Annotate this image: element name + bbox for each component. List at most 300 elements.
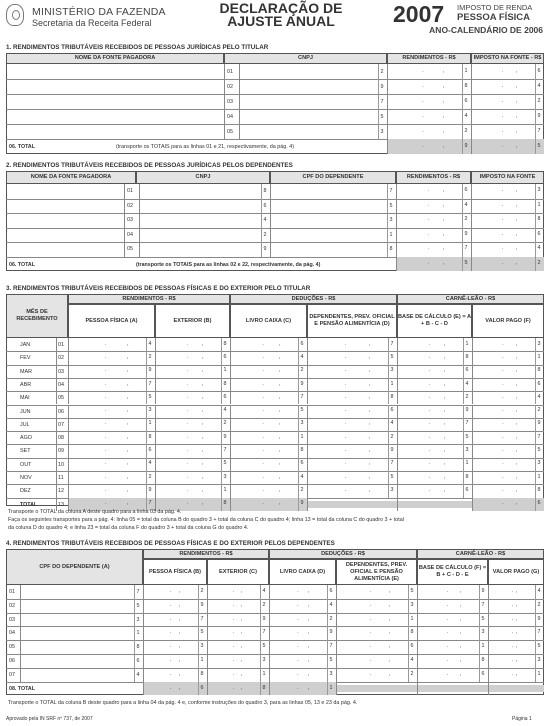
s2-col-rend: RENDIMENTOS - R$: [396, 171, 471, 184]
s3-total-cell-field[interactable]: [472, 498, 544, 511]
s3-cell-field[interactable]: [397, 405, 472, 418]
s3-cell-field[interactable]: [155, 338, 230, 351]
s3-cell-field[interactable]: [230, 484, 307, 497]
s3-cell-field[interactable]: [307, 338, 397, 351]
s1-rend-field[interactable]: [387, 124, 471, 139]
s4-cpf-check-digit: 5: [136, 602, 140, 609]
s2-fonte-field[interactable]: [6, 228, 124, 243]
s3-cell-field[interactable]: [155, 378, 230, 391]
s3-cell-thousand-separator: .: [428, 380, 430, 387]
s3-cell-field[interactable]: [230, 444, 307, 457]
s4-cell-field[interactable]: [269, 613, 336, 627]
s3-cell-check-digit: 4: [300, 473, 304, 480]
s3-total-cell-comma-separator: ,: [516, 500, 518, 507]
s1-rend-field[interactable]: [387, 79, 471, 94]
s2-col-fonte: NOME DA FONTE PAGADORA: [6, 171, 136, 184]
s4-cell-thousand-separator: .: [370, 629, 372, 636]
s3-cell-field[interactable]: [472, 365, 544, 378]
s2-imp-field[interactable]: [471, 242, 544, 257]
s3-month-label: NOV: [20, 475, 32, 481]
s1-cnpj-field[interactable]: [239, 124, 387, 139]
s1-fonte-field[interactable]: [6, 94, 224, 109]
s2-rend-field[interactable]: [396, 213, 471, 228]
s3-cell-field[interactable]: [155, 365, 230, 378]
s2-vline: [124, 199, 125, 214]
s3-cell-comma-separator: ,: [127, 393, 129, 400]
s1-fonte-field[interactable]: [6, 109, 224, 124]
s3-cell-thousand-separator: .: [104, 460, 107, 467]
s3-cell-comma-separator: ,: [369, 367, 371, 374]
approval-note: Aprovado pela IN SRF nº 737, de 2007: [6, 716, 93, 722]
s4-cell-comma-separator: ,: [460, 615, 462, 622]
s3-cell-field[interactable]: [397, 471, 472, 484]
s1-vline: [224, 124, 225, 139]
s3-cell-thousand-separator: .: [428, 393, 430, 400]
s4-total-cell-field[interactable]: [269, 682, 336, 696]
s4-cell-thousand-separator: .: [511, 670, 514, 677]
s3-total-cell-field[interactable]: [230, 498, 307, 511]
s2-imp-field[interactable]: [471, 184, 544, 199]
s2-cpf-field[interactable]: [270, 242, 396, 257]
s3-cell-field[interactable]: [397, 365, 472, 378]
s3-vline: [56, 418, 57, 431]
s3-cell-field[interactable]: [397, 391, 472, 404]
s4-cell-comma-separator: ,: [308, 643, 310, 650]
s4-cell-thousand-separator: .: [169, 587, 172, 594]
s3-cell-field[interactable]: [230, 351, 307, 364]
s2-cpf-field[interactable]: [270, 184, 396, 199]
s4-total-cell-comma-separator: ,: [179, 684, 181, 691]
s2-cpf-check-digit: 3: [389, 217, 393, 223]
s4-cell-field[interactable]: [269, 640, 336, 654]
s2-fonte-field[interactable]: [6, 213, 124, 228]
s3-cell-field[interactable]: [397, 458, 472, 471]
s3-cell-field[interactable]: [230, 471, 307, 484]
s4-cell-comma-separator: ,: [389, 587, 391, 594]
s3-cell-comma-separator: ,: [444, 420, 446, 427]
s2-cnpj-field[interactable]: [139, 242, 270, 257]
s4-cell-field[interactable]: [336, 613, 417, 627]
s3-cell-thousand-separator: .: [104, 486, 107, 493]
s2-total-imp-field[interactable]: [471, 257, 544, 272]
s4-cell-check-digit: 7: [262, 629, 266, 636]
s4-cpf-field[interactable]: [20, 585, 143, 599]
s1-total-imp-check-digit: 5: [537, 142, 541, 149]
s3-total-hatch: [308, 501, 397, 508]
s3-cell-field[interactable]: [472, 391, 544, 404]
s1-row-number: 05: [227, 129, 233, 135]
s3-cell-thousand-separator: .: [104, 473, 107, 480]
s3-cell-check-digit: 6: [223, 393, 227, 400]
s4-cell-thousand-separator: .: [169, 601, 172, 608]
s3-cell-comma-separator: ,: [202, 486, 204, 493]
s4-cell-field[interactable]: [417, 668, 488, 682]
s2-imp-field[interactable]: [471, 199, 544, 214]
s4-cell-check-digit: 2: [329, 615, 333, 622]
s3-cell-comma-separator: ,: [202, 420, 204, 427]
s3-cell-field[interactable]: [307, 484, 397, 497]
s3-cell-comma-separator: ,: [516, 486, 518, 493]
s3-cell-check-digit: 7: [390, 340, 394, 347]
s3-cell-field[interactable]: [155, 418, 230, 431]
s3-cell-field[interactable]: [230, 458, 307, 471]
s1-total-rend-check-digit: 9: [464, 142, 468, 149]
s3-row-number: 10: [58, 461, 64, 468]
s4-cell-field[interactable]: [269, 668, 336, 682]
s2-cnpj-field[interactable]: [139, 184, 270, 199]
s1-total-rend-field[interactable]: [387, 139, 471, 154]
s3-cell-field[interactable]: [68, 471, 155, 484]
s4-cell-comma-separator: ,: [460, 629, 462, 636]
s3-cell-field[interactable]: [155, 458, 230, 471]
s4-cpf-field[interactable]: [20, 599, 143, 613]
s3-cell-field[interactable]: [155, 405, 230, 418]
s4-cell-thousand-separator: .: [446, 587, 449, 594]
s2-cnpj-check-digit: 9: [263, 246, 267, 252]
s3-cell-field[interactable]: [230, 405, 307, 418]
s2-fonte-field[interactable]: [6, 184, 124, 199]
s2-vline: [124, 242, 125, 257]
s4-row-number: 07: [9, 671, 15, 678]
s4-cell-check-digit: 5: [262, 643, 266, 650]
s3-cell-field[interactable]: [155, 351, 230, 364]
s4-cell-field[interactable]: [417, 640, 488, 654]
s3-cell-thousand-separator: .: [502, 486, 504, 493]
s3-cell-field[interactable]: [68, 338, 155, 351]
s4-cell-comma-separator: ,: [179, 629, 181, 636]
s4-cell-field[interactable]: [336, 585, 417, 599]
s1-rend-thousand-separator: .: [422, 112, 424, 119]
s3-cell-comma-separator: ,: [127, 367, 129, 374]
s1-cnpj-field[interactable]: [239, 94, 387, 109]
s3-cell-field[interactable]: [155, 431, 230, 444]
s2-imp-comma-separator: ,: [516, 187, 518, 194]
s3-cell-thousand-separator: .: [502, 367, 504, 374]
s3-cell-field[interactable]: [397, 431, 472, 444]
s2-cnpj-field[interactable]: [139, 213, 270, 228]
s3-cell-field[interactable]: [472, 458, 544, 471]
s4-cell-comma-separator: ,: [179, 587, 181, 594]
s3-cell-thousand-separator: .: [104, 380, 107, 387]
s3-cell-field[interactable]: [230, 338, 307, 351]
s4-cell-thousand-separator: .: [169, 615, 172, 622]
s4-cell-comma-separator: ,: [241, 670, 243, 677]
s3-cell-check-digit: 8: [223, 340, 227, 347]
s3-cell-field[interactable]: [155, 484, 230, 497]
s1-imp-field[interactable]: [471, 109, 544, 124]
s3-cell-comma-separator: ,: [202, 460, 204, 467]
section-2-title: 2. RENDIMENTOS TRIBUTÁVEIS RECEBIDOS DE PESSOAS JURÍDICAS PELOS DEPENDENTES: [6, 162, 293, 169]
s3-cell-field[interactable]: [155, 391, 230, 404]
s4-cell-field[interactable]: [336, 640, 417, 654]
s2-cpf-field[interactable]: [270, 213, 396, 228]
s3-cell-thousand-separator: .: [344, 393, 347, 400]
s3-month-label: FEV: [20, 355, 31, 362]
s3-cell-field[interactable]: [230, 378, 307, 391]
s3-cell-field[interactable]: [307, 378, 397, 391]
s4-cell-field[interactable]: [336, 654, 417, 668]
s3-cell-field[interactable]: [472, 405, 544, 418]
s4-cell-check-digit: 8: [200, 670, 204, 677]
s2-rend-field[interactable]: [396, 228, 471, 243]
s3-cell-comma-separator: ,: [127, 473, 129, 480]
s4-cpf-field[interactable]: [20, 613, 143, 627]
s4-cell-check-digit: 3: [481, 629, 485, 636]
s1-cnpj-field[interactable]: [239, 79, 387, 94]
s1-cnpj-check-digit: 2: [380, 69, 384, 75]
s1-rend-thousand-separator: .: [422, 127, 424, 134]
s1-rend-thousand-separator: .: [422, 67, 424, 74]
s3-cell-check-digit: 4: [465, 380, 469, 387]
s3-cell-field[interactable]: [472, 484, 544, 497]
s3-cell-field[interactable]: [307, 405, 397, 418]
s3-vline: [56, 471, 57, 484]
s2-rend-check-digit: 7: [464, 245, 468, 252]
s3-cell-field[interactable]: [472, 338, 544, 351]
s4-cell-field[interactable]: [417, 599, 488, 613]
s1-imp-check-digit: 9: [537, 112, 541, 119]
s2-rend-comma-separator: ,: [443, 216, 445, 223]
s2-fonte-field[interactable]: [6, 242, 124, 257]
s4-cell-comma-separator: ,: [389, 601, 391, 608]
tax-person: PESSOA FÍSICA: [457, 12, 531, 23]
s2-fonte-field[interactable]: [6, 199, 124, 214]
s2-imp-field[interactable]: [471, 228, 544, 243]
s3-cell-field[interactable]: [307, 418, 397, 431]
s3-cell-check-digit: 1: [223, 486, 227, 493]
s4-total-hatch: [418, 685, 488, 693]
s1-rend-check-digit: 2: [464, 127, 468, 134]
s1-rend-field[interactable]: [387, 94, 471, 109]
s4-cell-comma-separator: ,: [389, 643, 391, 650]
s3-cell-field[interactable]: [472, 351, 544, 364]
s4-cell-comma-separator: ,: [308, 656, 310, 663]
s3-cell-comma-separator: ,: [516, 407, 518, 414]
s4-cell-check-digit: 2: [262, 601, 266, 608]
s3-cell-thousand-separator: .: [186, 353, 188, 360]
s1-rend-thousand-separator: .: [422, 97, 424, 104]
s1-rend-comma-separator: ,: [443, 67, 445, 74]
s4-row-number: 03: [9, 616, 15, 623]
s3-cell-field[interactable]: [307, 365, 397, 378]
s4-cpf-field[interactable]: [20, 626, 143, 640]
s4-cell-check-digit: 7: [329, 643, 333, 650]
s3-cell-field[interactable]: [68, 418, 155, 431]
s3-cell-check-digit: 3: [537, 340, 541, 347]
s3-cell-field[interactable]: [397, 338, 472, 351]
s4-col-b: PESSOA FÍSICA (B): [143, 559, 207, 585]
s3-cell-comma-separator: ,: [444, 473, 446, 480]
s4-cell-thousand-separator: .: [297, 670, 299, 677]
s3-cell-field[interactable]: [68, 351, 155, 364]
s3-grp-carne: CARNÊ-LEÃO - R$: [397, 294, 544, 304]
s4-cell-thousand-separator: .: [169, 656, 172, 663]
s3-cell-comma-separator: ,: [369, 473, 371, 480]
section-2-table: [6, 171, 544, 271]
s1-rend-comma-separator: ,: [443, 97, 445, 104]
s3-cell-comma-separator: ,: [516, 420, 518, 427]
s3-vline: [56, 444, 57, 457]
s2-total-rend-field[interactable]: [396, 257, 471, 272]
s2-imp-field[interactable]: [471, 213, 544, 228]
s1-imp-comma-separator: ,: [516, 97, 518, 104]
s4-cell-field[interactable]: [336, 599, 417, 613]
s4-total-cell-comma-separator: ,: [308, 684, 310, 691]
s2-cnpj-field[interactable]: [139, 228, 270, 243]
s1-total-imp-field[interactable]: [471, 139, 544, 154]
s4-cell-field[interactable]: [417, 613, 488, 627]
s4-cell-thousand-separator: .: [297, 643, 299, 650]
s1-imp-field[interactable]: [471, 94, 544, 109]
s4-cell-field[interactable]: [336, 626, 417, 640]
s4-cpf-field[interactable]: [20, 640, 143, 654]
s1-imp-field[interactable]: [471, 79, 544, 94]
s4-row-number: 06: [9, 658, 15, 664]
s4-cell-field[interactable]: [417, 585, 488, 599]
s3-cell-field[interactable]: [230, 431, 307, 444]
s4-grp-ded: DEDUÇÕES - R$: [269, 549, 417, 559]
s3-cell-check-digit: 6: [537, 380, 541, 387]
s3-cell-field[interactable]: [68, 378, 155, 391]
s4-cell-field[interactable]: [269, 626, 336, 640]
s3-cell-check-digit: 9: [465, 407, 469, 414]
s4-cell-comma-separator: ,: [308, 601, 310, 608]
s3-cell-field[interactable]: [68, 391, 155, 404]
s3-cell-field[interactable]: [68, 405, 155, 418]
s1-rend-check-digit: 4: [464, 112, 468, 119]
s3-cell-comma-separator: ,: [279, 380, 281, 387]
form-year: 2007: [393, 1, 445, 27]
s1-fonte-field[interactable]: [6, 79, 224, 94]
s3-cell-field[interactable]: [68, 365, 155, 378]
s4-row-number: 01: [9, 589, 15, 595]
s1-fonte-field[interactable]: [6, 124, 224, 139]
s3-cell-thousand-separator: .: [344, 433, 347, 440]
s3-cell-field[interactable]: [230, 365, 307, 378]
s4-cell-field[interactable]: [336, 668, 417, 682]
s3-cell-field[interactable]: [397, 484, 472, 497]
s4-cell-comma-separator: ,: [516, 615, 518, 622]
s2-rend-field[interactable]: [396, 199, 471, 214]
s3-cell-field[interactable]: [472, 431, 544, 444]
s3-cell-check-digit: 9: [148, 367, 152, 374]
s3-cell-field[interactable]: [307, 351, 397, 364]
s3-cell-thousand-separator: .: [502, 353, 504, 360]
s4-cell-check-digit: 1: [481, 643, 485, 650]
s3-cell-thousand-separator: .: [186, 486, 188, 493]
s1-total-note: (transporte os TOTAIS para as linhas 01 e 21, respectivamente, da pág. 4): [116, 144, 294, 150]
s1-cnpj-field[interactable]: [239, 64, 387, 79]
s3-cell-comma-separator: ,: [444, 367, 446, 374]
s4-cpf-field[interactable]: [20, 654, 143, 668]
s3-cell-field[interactable]: [472, 418, 544, 431]
s4-cell-comma-separator: ,: [308, 670, 310, 677]
s3-cell-field[interactable]: [397, 378, 472, 391]
s3-cell-check-digit: 8: [223, 380, 227, 387]
s1-imp-thousand-separator: .: [501, 97, 504, 104]
s3-cell-comma-separator: ,: [202, 407, 204, 414]
s2-rend-field[interactable]: [396, 242, 471, 257]
s2-imp-comma-separator: ,: [516, 230, 518, 237]
s3-cell-thousand-separator: .: [104, 420, 107, 427]
s3-cell-field[interactable]: [307, 471, 397, 484]
s3-cell-thousand-separator: .: [262, 473, 264, 480]
section-3-title: 3. RENDIMENTOS TRIBUTÁVEIS RECEBIDOS DE PESSOAS FÍSICAS E DO EXTERIOR PELO TITULAR: [6, 285, 311, 292]
s4-cell-check-digit: 5: [481, 615, 485, 622]
s2-rend-check-digit: 4: [464, 201, 468, 208]
s3-cell-field[interactable]: [472, 471, 544, 484]
s3-cell-thousand-separator: .: [502, 393, 504, 400]
s1-rend-field[interactable]: [387, 109, 471, 124]
s3-cell-comma-separator: ,: [279, 367, 281, 374]
s3-cell-field[interactable]: [68, 444, 155, 457]
s4-cell-field[interactable]: [417, 626, 488, 640]
s3-cell-field[interactable]: [307, 458, 397, 471]
s3-cell-field[interactable]: [472, 444, 544, 457]
s3-cell-check-digit: 8: [537, 486, 541, 493]
s1-rend-field[interactable]: [387, 64, 471, 79]
s3-total-cell-thousand-separator: .: [104, 500, 107, 507]
s3-cell-check-digit: 1: [148, 420, 152, 427]
s2-rend-field[interactable]: [396, 184, 471, 199]
s1-imp-thousand-separator: .: [501, 67, 504, 74]
s4-cell-field[interactable]: [269, 654, 336, 668]
s3-cell-field[interactable]: [397, 418, 472, 431]
s3-cell-comma-separator: ,: [516, 473, 518, 480]
s3-cell-thousand-separator: .: [262, 393, 264, 400]
s3-cell-field[interactable]: [472, 378, 544, 391]
s3-cell-thousand-separator: .: [262, 460, 264, 467]
s3-cell-check-digit: 5: [223, 460, 227, 467]
s3-cell-field[interactable]: [397, 351, 472, 364]
s2-imp-comma-separator: ,: [516, 216, 518, 223]
s1-cnpj-field[interactable]: [239, 109, 387, 124]
s4-cell-thousand-separator: .: [169, 670, 172, 677]
s4-cpf-field[interactable]: [20, 668, 143, 682]
s3-cell-field[interactable]: [230, 391, 307, 404]
s3-cell-thousand-separator: .: [344, 460, 347, 467]
s3-cell-check-digit: 5: [148, 393, 152, 400]
s2-rend-thousand-separator: .: [427, 187, 429, 194]
s3-cell-comma-separator: ,: [127, 380, 129, 387]
s4-cell-thousand-separator: .: [370, 643, 372, 650]
s3-total-cell-check-digit: 9: [300, 500, 304, 507]
s2-cpf-field[interactable]: [270, 199, 396, 214]
s2-imp-check-digit: 8: [537, 216, 541, 223]
s3-cell-field[interactable]: [230, 418, 307, 431]
s1-imp-field[interactable]: [471, 64, 544, 79]
s3-cell-field[interactable]: [155, 444, 230, 457]
s3-cell-field[interactable]: [307, 444, 397, 457]
s4-cell-check-digit: 7: [537, 629, 541, 636]
s4-cell-field[interactable]: [269, 585, 336, 599]
s2-cpf-field[interactable]: [270, 228, 396, 243]
s3-cell-field[interactable]: [307, 431, 397, 444]
s2-cnpj-field[interactable]: [139, 199, 270, 214]
ministry-name: MINISTÉRIO DA FAZENDA: [32, 6, 166, 18]
s1-fonte-field[interactable]: [6, 64, 224, 79]
s3-month-label: JAN: [20, 342, 31, 348]
s3-cell-field[interactable]: [68, 458, 155, 471]
s3-cell-field[interactable]: [397, 444, 472, 457]
s3-cell-field[interactable]: [68, 431, 155, 444]
s3-cell-field[interactable]: [155, 471, 230, 484]
s3-cell-field[interactable]: [68, 484, 155, 497]
s1-imp-field[interactable]: [471, 124, 544, 139]
s4-cell-field[interactable]: [417, 654, 488, 668]
s3-cell-field[interactable]: [307, 391, 397, 404]
s4-cell-field[interactable]: [269, 599, 336, 613]
